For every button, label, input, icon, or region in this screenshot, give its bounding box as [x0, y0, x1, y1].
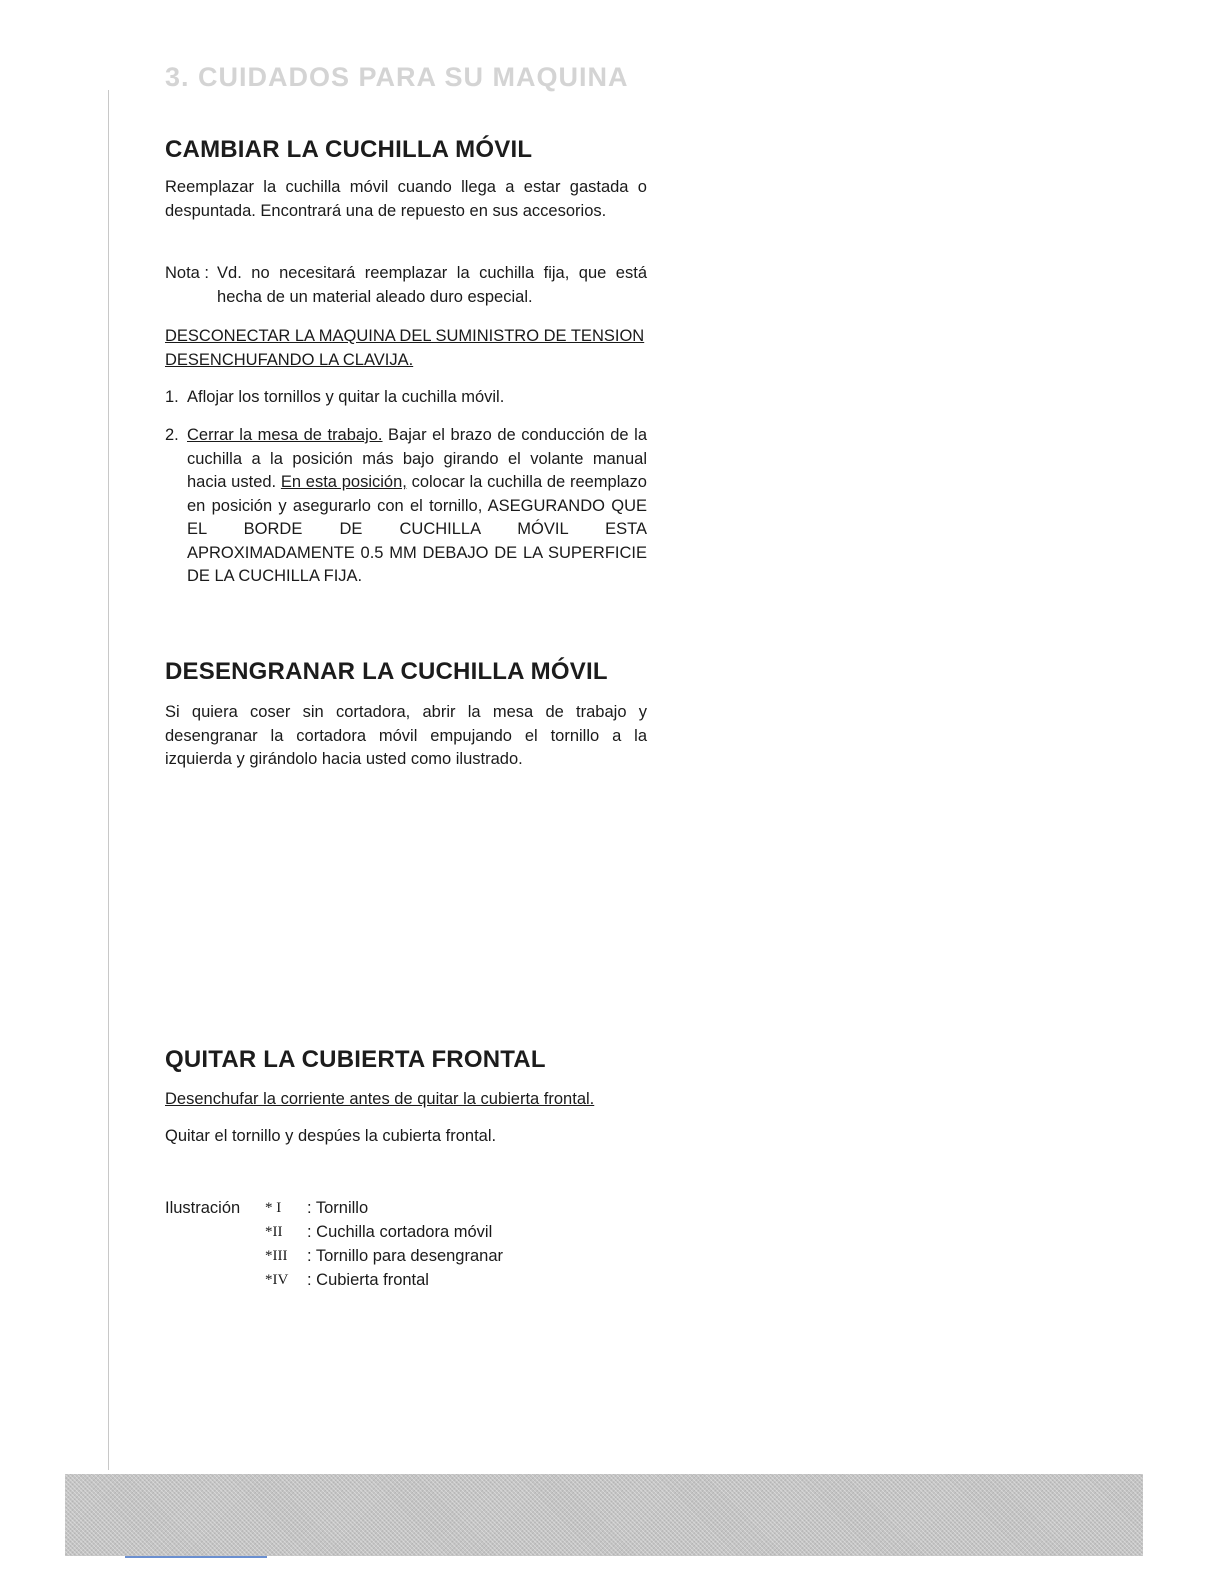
page-margin-rule [108, 90, 109, 1470]
spanish-section1-title: CAMBIAR LA CUCHILLA MÓVIL [165, 136, 533, 163]
legend-text: : Tornillo para desengranar [307, 1247, 503, 1265]
spanish-section3-text: Quitar el tornillo y despúes la cubierta frontal. [165, 1127, 497, 1145]
spanish-step-2 [165, 424, 647, 589]
legend-item [265, 1268, 503, 1292]
illustration-label: Ilustración [165, 1199, 241, 1217]
step-text [187, 424, 647, 589]
step-text-part: Bajar el brazo de conducción de la cuchilla a la posición más bajo girando el volante manual hacia usted. [187, 426, 647, 491]
footer-band [65, 1474, 1143, 1556]
spanish-warning: DESCONECTAR LA MAQUINA DEL SUMINISTRO DE TENSION DESENCHUFANDO LA CLAVIJA. [165, 327, 645, 369]
legend-mark: *IV [265, 1272, 289, 1288]
spanish-note-label: Nota : [165, 264, 210, 282]
legend-mark: *III [265, 1248, 288, 1264]
legend-item [265, 1244, 503, 1268]
footer-accent-line [125, 1556, 267, 1558]
legend-item [265, 1220, 503, 1244]
step-number: 1. [165, 388, 179, 406]
spanish-chapter-header: 3. CUIDADOS PARA SU MAQUINA [165, 62, 629, 92]
legend-item [265, 1196, 503, 1220]
step-number: 2. [165, 426, 179, 444]
spanish-step-1 [165, 386, 647, 410]
legend-text: : Cubierta frontal [307, 1271, 429, 1289]
underlined-phrase: En esta posición, [280, 473, 407, 491]
spanish-section3-title: QUITAR LA CUBIERTA FRONTAL [165, 1046, 546, 1073]
step-text-part: colocar la cuchilla de reemplazo en posición y asegurarlo con el tornillo, ASEGURANDO QUE EL BORDE DE CUCHILLA MÓVIL ESTA APROXIMADAMENTE 0.5 MM DEBAJO DE LA SUPERFICIE DE LA CUCHILLA FIJA. [187, 473, 647, 585]
spanish-section2-title: DESENGRANAR LA CUCHILLA MÓVIL [165, 658, 608, 685]
underlined-phrase: Cerrar la mesa de trabajo. [187, 426, 383, 444]
legend-text: : Tornillo [307, 1199, 369, 1217]
spanish-section2-text: Si quiera coser sin cortadora, abrir la mesa de trabajo y desengranar la cortadora móvil empujando el tornillo a la izquierda y girándolo hacia usted como ilustrado. [165, 703, 647, 768]
spanish-illustration-legend [165, 1196, 647, 1292]
spanish-note-text: Vd. no necesitará reemplazar la cuchilla fija, que está hecha de un material aleado duro especial. [217, 264, 647, 306]
illustration-items [265, 1196, 503, 1292]
spanish-section1-intro: Reemplazar la cuchilla móvil cuando llega a estar gastada o despuntada. Encontrará una de repuesto en sus accesorios. [165, 178, 647, 220]
legend-mark: *II [265, 1224, 283, 1240]
spanish-note [165, 262, 647, 309]
spanish-section3-warning: Desenchufar la corriente antes de quitar la cubierta frontal. [165, 1090, 595, 1108]
legend-text: : Cuchilla cortadora móvil [307, 1223, 493, 1241]
step-text: Aflojar los tornillos y quitar la cuchilla móvil. [187, 388, 505, 406]
legend-mark: * I [265, 1200, 282, 1216]
